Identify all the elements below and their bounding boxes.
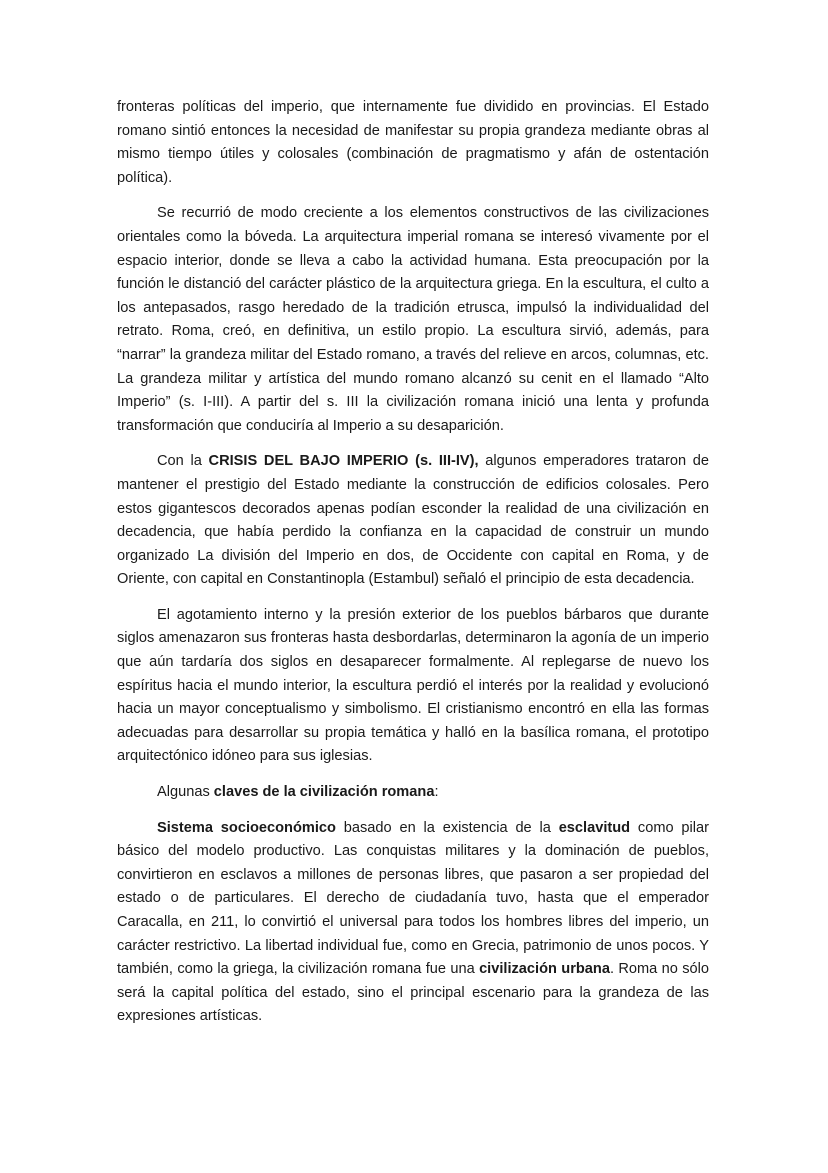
text-run: como pilar básico del modelo productivo. Las conquistas militares y la dominación de pueblos, convirtieron en esclavos a millones de personas libres, que pasaron a ser propiedad del estado o de particulares. El derecho de ciudadanía tuvo, hasta que el emperador Caracalla, en 211, lo convirtió el universal para todos los hombres libres del imperio, un carácter restrictivo. La libertad individual fue, como en Grecia, patrimonio de unos pocos. Y también, como la griega, la civilización romana fue una xyxy=(117,819,709,978)
bold-civilizacion-urbana: civilización urbana xyxy=(479,961,610,978)
paragraph-spacer xyxy=(117,805,709,817)
paragraph-arquitectura-imperial: Se recurrió de modo creciente a los elementos constructivos de las civilizaciones orientales como la bóveda. La arquitectura imperial romana se interesó vivamente por el espacio interior, donde se lleva a cabo la actividad humana. Esta preocupación por la función le distanció del carácter plástico de la arquitectura griega. En la escultura, el culto a los antepasados, rasgo heredado de la tradición etrusca, impulsó la individualidad del retrato. Roma, creó, en definitiva, un estilo propio. La escultura sirvió, además, para “narrar” la grandeza militar del Estado romano, a través del relieve en arcos, columnas, etc. La grandeza militar y artística del mundo romano alcanzó su cenit en el llamado “Alto Imperio” (s. I-III). A partir del s. III la civilización romana inició una lenta y profunda transformación que conduciría al Imperio a su desaparición. xyxy=(117,205,709,434)
text-run: : xyxy=(434,784,439,801)
paragraph-agotamiento: El agotamiento interno y la presión exterior de los pueblos bárbaros que durante siglos amenazaron sus fronteras hasta desbordarlas, determinaron la agonía de un imperio que aún tardaría dos siglos en desaparecer formalmente. Al replegarse de nuevo los espíritus hacia el mundo interior, la escultura perdió el interés por la realidad y evolucionó hacia un mayor conceptualismo y simbolismo. El cristianismo encontró en ella las formas adecuadas para desarrollar su propia temática y halló en la basílica romana, el prototipo arquitectónico idóneo para sus iglesias. xyxy=(117,606,709,765)
text-run: . Roma no sólo será la capital política del estado, sino el principal escenario para la grandeza de las expresiones artísticas. xyxy=(117,961,709,1025)
paragraph-claves-intro xyxy=(117,781,709,805)
paragraph-sistema-socioeconomico xyxy=(117,817,709,1029)
paragraph-provincias: fronteras políticas del imperio, que internamente fue dividido en provincias. El Estado romano sintió entonces la necesidad de manifestar su propia grandeza mediante obras al mismo tiempo útiles y colosales (combinación de pragmatismo y afán de ostentación política). xyxy=(117,99,709,186)
text-run: algunos emperadores trataron de mantener el prestigio del Estado mediante la construcción de edificios colosales. Pero estos gigantescos decorados apenas podían esconder la realidad de una civilización en decadencia, que había perdido la confianza en la capacidad de construir un mundo organizado La división del Imperio en dos, de Occidente con capital en Roma, y de Oriente, con capital en Constantinopla (Estambul) señaló el principio de esta decadencia. xyxy=(117,453,710,588)
paragraph-crisis-bajo-imperio xyxy=(117,450,709,592)
bold-claves: claves de la civilización romana xyxy=(213,784,435,801)
text-run: basado en la existencia de la xyxy=(335,819,559,836)
text-run: Con la xyxy=(157,453,209,470)
paragraph-spacer xyxy=(117,592,709,604)
paragraph-spacer xyxy=(117,769,709,781)
bold-sistema-socioeconomico: Sistema socioeconómico xyxy=(157,819,336,836)
paragraph-spacer xyxy=(117,438,709,450)
document-page xyxy=(117,96,709,1029)
bold-esclavitud: esclavitud xyxy=(558,819,631,836)
bold-heading-crisis: CRISIS DEL BAJO IMPERIO (s. III-IV), xyxy=(208,453,479,470)
text-run: Algunas xyxy=(157,784,214,801)
paragraph-spacer xyxy=(117,190,709,202)
